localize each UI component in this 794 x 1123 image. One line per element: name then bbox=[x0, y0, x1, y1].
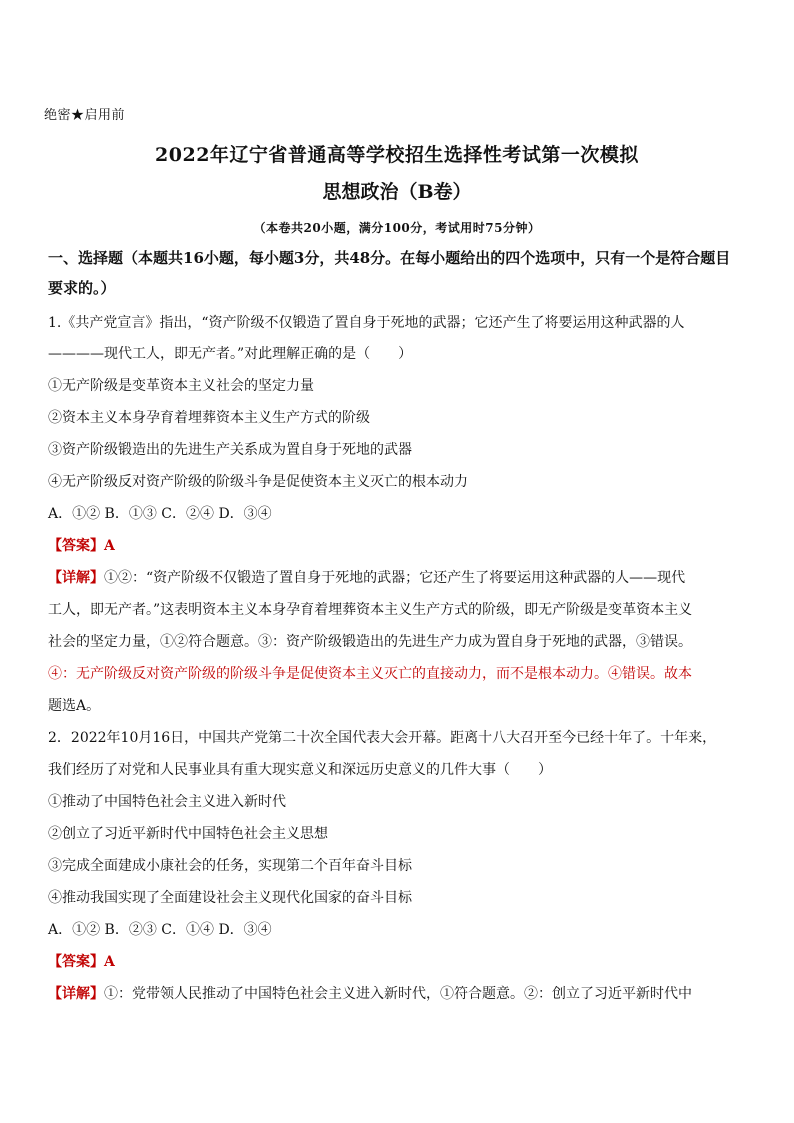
q1-detail-line-4: ④：无产阶级反对资产阶级的阶级斗争是促使资本主义灭亡的直接动力，而不是根本动力。④错误。故本 bbox=[48, 666, 692, 682]
q1-detail-label: 【详解】 bbox=[48, 570, 104, 586]
q1-stem-line-2: ————现代工人，即无产者。”对此理解正确的是（ ） bbox=[48, 346, 413, 362]
q1-option-1: ①无产阶级是变革资本主义社会的坚定力量 bbox=[48, 378, 314, 394]
q1-answer: 【答案】A bbox=[48, 538, 115, 554]
exam-title: 2022年辽宁省普通高等学校招生选择性考试第一次模拟 bbox=[155, 144, 639, 166]
q1-detail-line-1 bbox=[48, 568, 708, 588]
q2-stem-line-1: 2．2022年10月16日，中国共产党第二十次全国代表大会开幕。距离十八大召开至今已经十年了。十年来， bbox=[48, 730, 717, 746]
q1-option-4: ④无产阶级反对资产阶级的阶级斗争是促使资本主义灭亡的根本动力 bbox=[48, 474, 468, 490]
secret-mark: 绝密★启用前 bbox=[44, 108, 126, 123]
section-heading-line-2: 要求的。） bbox=[48, 279, 116, 297]
q2-option-2: ②创立了习近平新时代中国特色社会主义思想 bbox=[48, 826, 328, 842]
q2-answer: 【答案】A bbox=[48, 954, 115, 970]
q1-detail-line-3: 社会的坚定力量，①②符合题意。③：资产阶级锻造出的先进生产力成为置自身于死地的武器，③错误。 bbox=[48, 634, 692, 650]
subject-title: 思想政治（B卷） bbox=[322, 181, 472, 203]
q1-option-3: ③资产阶级锻造出的先进生产关系成为置自身于死地的武器 bbox=[48, 442, 412, 458]
q2-option-3: ③完成全面建成小康社会的任务，实现第二个百年奋斗目标 bbox=[48, 858, 412, 874]
q2-detail-text-1: ①：党带领人民推动了中国特色社会主义进入新时代，①符合题意。②：创立了习近平新时代中 bbox=[104, 986, 692, 1002]
q1-stem-line-1: 1.《共产党宣言》指出，“资产阶级不仅锻造了置自身于死地的武器；它还产生了将要运用这种武器的人 bbox=[48, 315, 685, 331]
q2-option-1: ①推动了中国特色社会主义进入新时代 bbox=[48, 794, 286, 810]
q2-choices: A．①② B．②③ C．①④ D．③④ bbox=[48, 922, 272, 938]
q1-choices: A．①② B．①③ C．②④ D．③④ bbox=[48, 506, 272, 522]
q1-detail-text-1: ①②：“资产阶级不仅锻造了置自身于死地的武器；它还产生了将要运用这种武器的人——现代 bbox=[104, 570, 686, 586]
q2-stem-line-2: 我们经历了对党和人民事业具有重大现实意义和深远历史意义的几件大事（ ） bbox=[48, 762, 552, 778]
q1-detail-line-2: 工人，即无产者。”这表明资本主义本身孕育着埋葬资本主义生产方式的阶级，即无产阶级是变革资本主义 bbox=[48, 602, 693, 618]
q1-detail-line-5: 题选A。 bbox=[48, 698, 101, 714]
q2-option-4: ④推动我国实现了全面建设社会主义现代化国家的奋斗目标 bbox=[48, 890, 412, 906]
q2-detail-label: 【详解】 bbox=[48, 986, 104, 1002]
q1-option-2: ②资本主义本身孕育着埋葬资本主义生产方式的阶级 bbox=[48, 410, 370, 426]
exam-note: （本卷共20小题，满分100分，考试用时75分钟） bbox=[253, 221, 541, 235]
q2-detail-line-1 bbox=[48, 984, 708, 1004]
section-heading-line-1: 一、选择题（本题共16小题，每小题3分，共48分。在每小题给出的四个选项中，只有一个是符合题目 bbox=[48, 249, 731, 267]
